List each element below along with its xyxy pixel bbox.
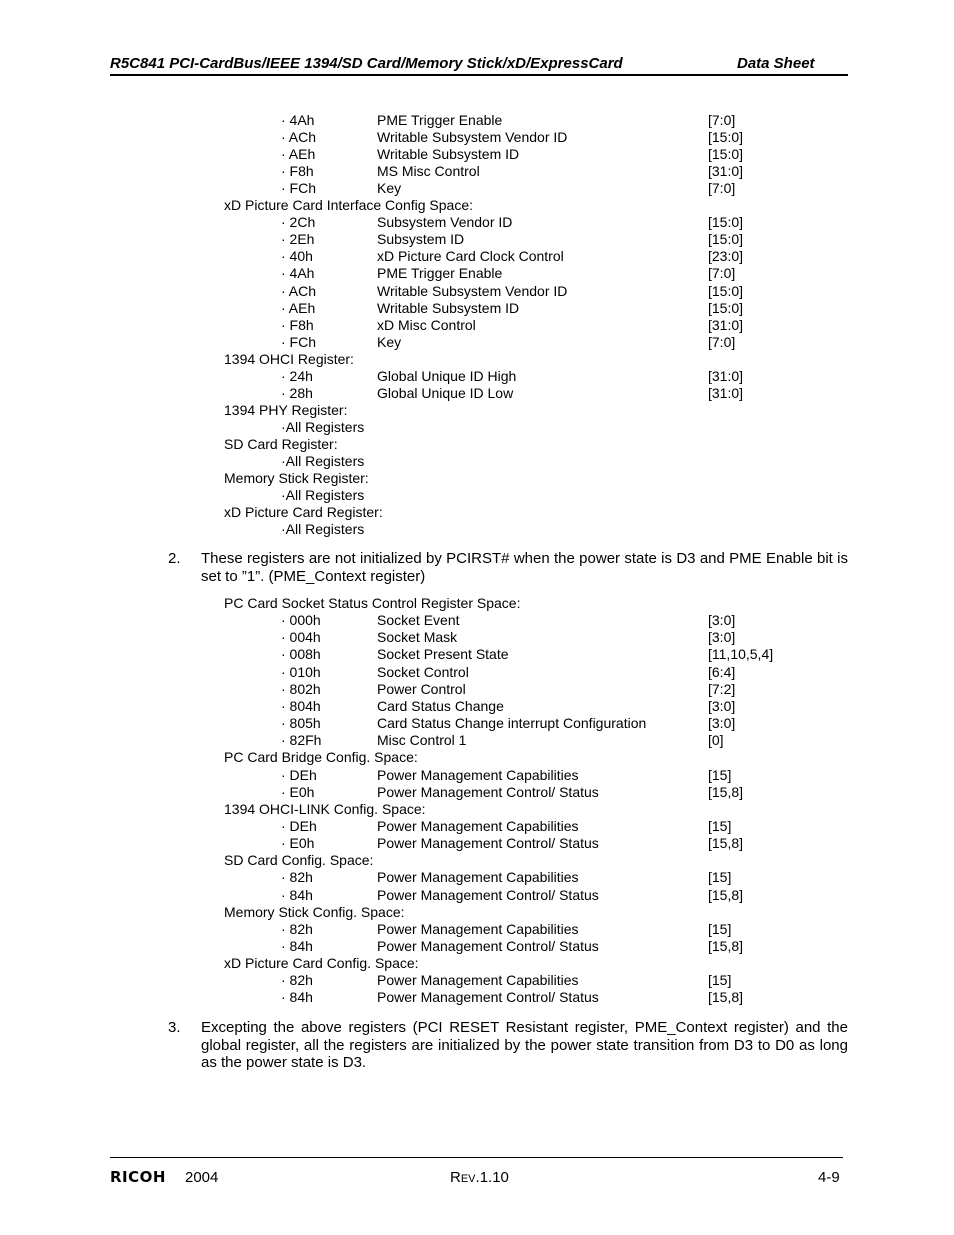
- register-name: PME Trigger Enable: [377, 112, 503, 128]
- register-offset: · DEh: [281, 817, 317, 834]
- register-bits: [6:4]: [708, 663, 736, 680]
- register-offset: · ACh: [281, 129, 317, 146]
- register-name: Power Management Control/ Status: [377, 783, 599, 800]
- list-text: Excepting the above registers (PCI RESET Resistant register, PME_Context register) and the global register, all the registers are initialized by the power state transition from D3 to D0 as long as the power state is D3.: [201, 1019, 848, 1071]
- register-name: Socket Control: [377, 663, 469, 680]
- section-heading: PC Card Socket Status Control Register Space:: [224, 595, 521, 611]
- rev-prefix: R: [450, 1169, 461, 1186]
- register-offset: · DEh: [281, 766, 317, 783]
- register-name: Card Status Change: [377, 697, 504, 714]
- rev-small: EV: [460, 1173, 476, 1185]
- register-bits: [15,8]: [708, 835, 744, 852]
- register-offset: ·All Registers: [281, 418, 365, 435]
- register-offset: · F8h: [281, 163, 314, 180]
- register-bits: [31:0]: [708, 367, 744, 384]
- register-bits: [3:0]: [708, 612, 736, 629]
- register-name: PME Trigger Enable: [377, 265, 503, 282]
- register-name: MS Misc Control: [377, 163, 480, 180]
- register-offset: · 40h: [281, 248, 313, 265]
- page-header: [110, 54, 848, 76]
- register-name: Writable Subsystem ID: [377, 299, 520, 316]
- register-name: Key: [377, 333, 402, 350]
- register-bits: [15]: [708, 869, 732, 886]
- register-name: Socket Mask: [377, 629, 458, 646]
- section-heading: 1394 PHY Register:: [224, 401, 348, 418]
- register-offset: · 4Ah: [281, 112, 315, 128]
- register-offset: · F8h: [281, 316, 314, 333]
- register-name: Global Unique ID Low: [377, 384, 514, 401]
- register-offset: · 802h: [281, 680, 321, 697]
- register-name: Power Management Capabilities: [377, 972, 579, 989]
- register-name: Writable Subsystem Vendor ID: [377, 129, 568, 146]
- register-bits: [7:0]: [708, 265, 736, 282]
- ricoh-logo: RICOH: [110, 1168, 166, 1186]
- register-bits: [3:0]: [708, 629, 736, 646]
- register-offset: · E0h: [281, 835, 315, 852]
- register-bits: [15]: [708, 766, 732, 783]
- register-name: Power Management Capabilities: [377, 869, 579, 886]
- register-offset: · 000h: [281, 612, 321, 629]
- section-heading: xD Picture Card Register:: [224, 504, 383, 521]
- register-name: Power Management Control/ Status: [377, 886, 599, 903]
- register-offset: · 24h: [281, 367, 313, 384]
- register-bits: [15]: [708, 817, 732, 834]
- register-offset: · 2Ch: [281, 214, 316, 231]
- register-name: Power Management Control/ Status: [377, 989, 599, 1006]
- register-offset: · 82h: [281, 972, 313, 989]
- register-offset: · AEh: [281, 299, 316, 316]
- register-bits: [15,8]: [708, 989, 744, 1006]
- register-offset: · FCh: [281, 333, 316, 350]
- register-bits: [15,8]: [708, 938, 744, 954]
- register-offset: ·All Registers: [281, 487, 365, 504]
- register-offset: · ACh: [281, 282, 317, 299]
- section-heading: 1394 OHCI-LINK Config. Space:: [224, 800, 426, 817]
- register-offset: · 805h: [281, 715, 321, 732]
- register-offset: · FCh: [281, 180, 316, 197]
- register-name: Power Management Capabilities: [377, 766, 579, 783]
- register-offset: · 84h: [281, 989, 313, 1006]
- section-heading: xD Picture Card Interface Config Space:: [224, 197, 474, 214]
- register-offset: · 82Fh: [281, 732, 322, 749]
- register-bits: [15:0]: [708, 231, 744, 248]
- register-offset: · E0h: [281, 783, 315, 800]
- section-heading: PC Card Bridge Config. Space:: [224, 749, 418, 766]
- register-bits: [31:0]: [708, 316, 744, 333]
- register-offset: ·All Registers: [281, 453, 365, 469]
- footer-year: 2004: [185, 1169, 219, 1186]
- register-offset: · 804h: [281, 697, 321, 714]
- section-heading: Memory Stick Config. Space:: [224, 903, 405, 920]
- rev-number: .1.10: [475, 1169, 509, 1186]
- register-bits: [31:0]: [708, 384, 744, 401]
- register-name: Subsystem ID: [377, 231, 465, 248]
- register-name: Writable Subsystem ID: [377, 146, 520, 163]
- register-bits: [15,8]: [708, 783, 744, 800]
- register-bits: [31:0]: [708, 163, 744, 180]
- register-name: Power Management Control/ Status: [377, 835, 599, 852]
- footer-page-number: 4-9: [818, 1169, 840, 1186]
- register-bits: [23:0]: [708, 248, 744, 265]
- register-bits: [3:0]: [708, 697, 736, 714]
- list-text: These registers are not initialized by PCIRST# when the power state is D3 and PME Enable bit is set to ”1”. (PME_Context register): [201, 550, 848, 585]
- register-bits: [15:0]: [708, 282, 744, 299]
- register-offset: · 84h: [281, 886, 313, 903]
- register-name: Subsystem Vendor ID: [377, 214, 513, 231]
- register-offset: · 4Ah: [281, 265, 315, 282]
- register-bits: [15,8]: [708, 886, 744, 903]
- register-bits: [7:2]: [708, 680, 736, 697]
- section-heading: SD Card Register:: [224, 435, 338, 452]
- section-heading: SD Card Config. Space:: [224, 852, 374, 869]
- register-bits: [15:0]: [708, 214, 744, 231]
- register-name: Power Management Capabilities: [377, 817, 579, 834]
- register-bits: [7:0]: [708, 112, 736, 128]
- register-name: Power Control: [377, 680, 466, 697]
- footer-divider: [110, 1157, 843, 1158]
- register-offset: · 82h: [281, 869, 313, 886]
- register-bits: [15:0]: [708, 146, 744, 163]
- section-heading: Memory Stick Register:: [224, 470, 369, 487]
- register-offset: · 008h: [281, 646, 321, 663]
- register-name: Key: [377, 180, 402, 197]
- list-item-3: [168, 1019, 848, 1072]
- section-heading: 1394 OHCI Register:: [224, 350, 354, 367]
- register-name: Global Unique ID High: [377, 367, 517, 384]
- list-number: 3.: [168, 1019, 181, 1036]
- register-offset: · 28h: [281, 384, 313, 401]
- list-item-2: [168, 550, 848, 585]
- register-bits: [0]: [708, 732, 724, 749]
- footer-revision: [450, 1169, 509, 1187]
- list-number: 2.: [168, 550, 181, 567]
- register-name: Writable Subsystem Vendor ID: [377, 282, 568, 299]
- register-name: Card Status Change interrupt Configuration: [377, 715, 647, 732]
- register-bits: [7:0]: [708, 180, 736, 197]
- register-name: xD Misc Control: [377, 316, 476, 333]
- register-name: Socket Event: [377, 612, 460, 629]
- register-bits: [3:0]: [708, 715, 736, 732]
- register-name: Misc Control 1: [377, 732, 467, 749]
- register-offset: · 010h: [281, 663, 321, 680]
- register-offset: · 004h: [281, 629, 321, 646]
- register-bits: [15]: [708, 972, 732, 989]
- register-name: Power Management Control/ Status: [377, 938, 599, 954]
- register-bits: [15:0]: [708, 129, 744, 146]
- register-offset: · AEh: [281, 146, 316, 163]
- register-bits: [7:0]: [708, 333, 736, 350]
- section-heading: xD Picture Card Config. Space:: [224, 955, 419, 972]
- document-type: Data Sheet: [737, 55, 815, 72]
- register-offset: · 82h: [281, 920, 313, 937]
- register-name: Socket Present State: [377, 646, 509, 663]
- register-offset: · 2Eh: [281, 231, 315, 248]
- register-bits: [11,10,5,4]: [708, 646, 774, 663]
- register-offset: · 84h: [281, 938, 313, 954]
- register-offset: ·All Registers: [281, 521, 365, 538]
- register-name: xD Picture Card Clock Control: [377, 248, 564, 265]
- register-bits: [15]: [708, 920, 732, 937]
- register-name: Power Management Capabilities: [377, 920, 579, 937]
- register-bits: [15:0]: [708, 299, 744, 316]
- document-title: R5C841 PCI-CardBus/IEEE 1394/SD Card/Memory Stick/xD/ExpressCard: [110, 55, 623, 72]
